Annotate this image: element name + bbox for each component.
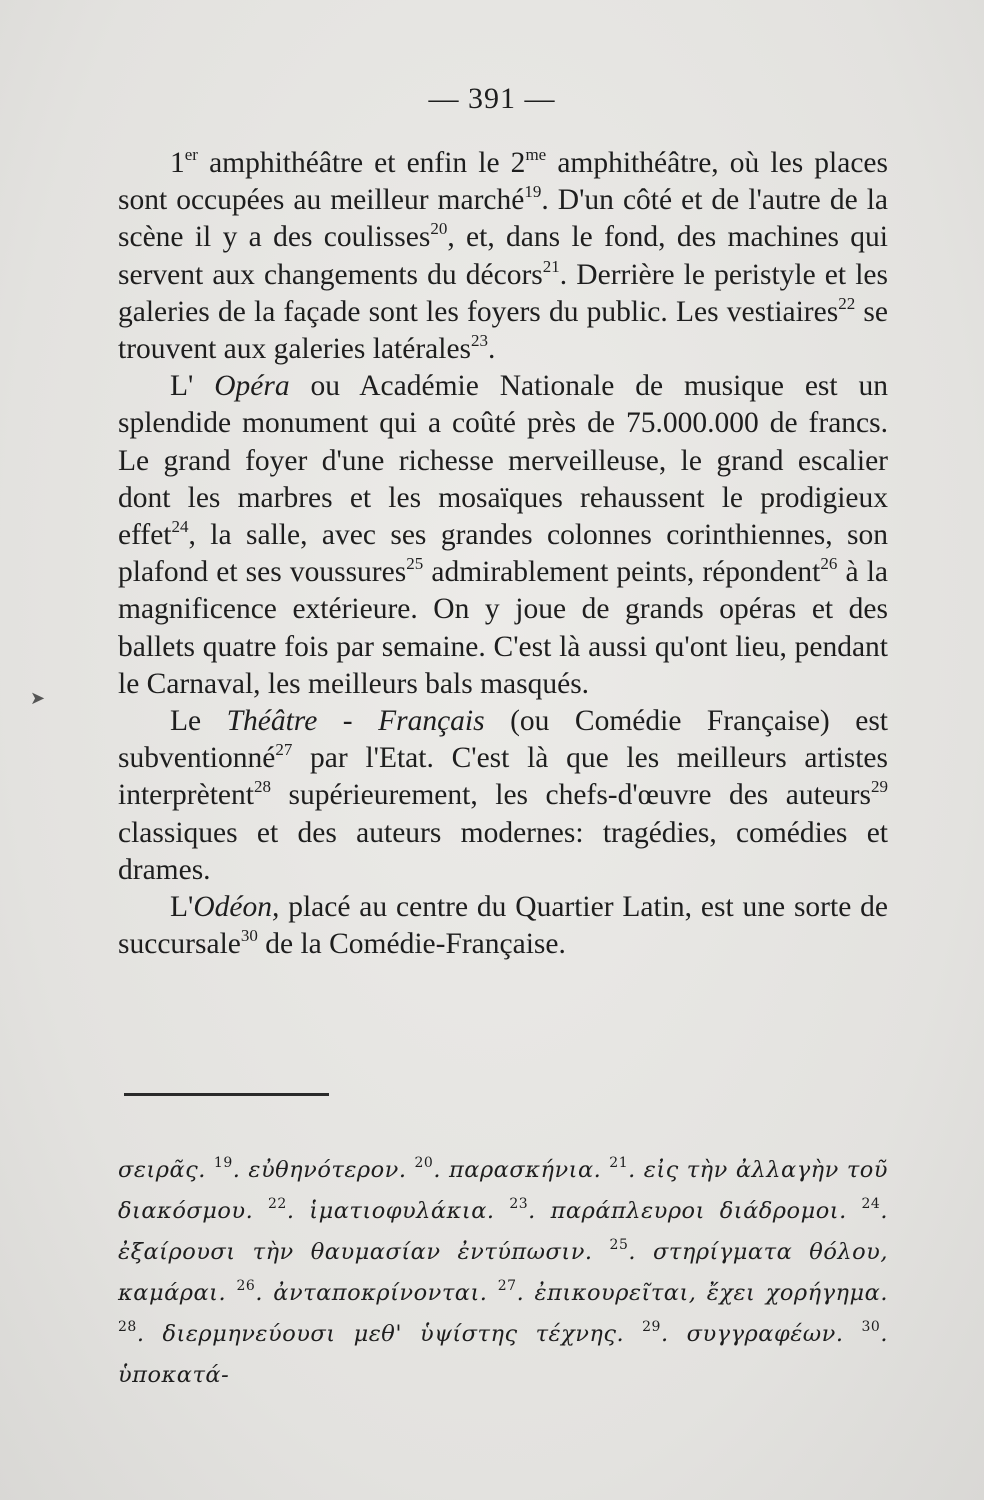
footnote-ref: 28 (118, 1319, 137, 1335)
text-run: ou Académie Nationale de musique est un splendide monument qui a coûté près de 75.000.000 de francs. Le grand foyer d'une richesse merveilleuse, le grand escalier dont les marbres et les mosaïques rehaussent le prodigieux effet (118, 370, 888, 552)
text-run: de la Comédie-Française. (257, 928, 566, 961)
text-run: . (488, 333, 496, 366)
footnote-ref: 26 (820, 554, 838, 574)
footnote-ref: 27 (275, 740, 293, 760)
footnote-ref: 30 (240, 926, 258, 946)
footnote-ref: 22 (838, 293, 856, 313)
text-run: . εἰς τὴν ἀλλαγὴν τοῦ διακόσμου. (118, 1157, 888, 1224)
text-run: placé au centre du Quartier Latin, est une sorte de succursale (118, 891, 888, 961)
footnote-ref: me (525, 145, 547, 164)
text-run: . D'un côté et de l'autre de la scène il y a des coulisses (118, 184, 888, 254)
footnote-ref: 29 (642, 1319, 661, 1335)
text-run: . στηρίγματα θόλου, καμάραι. (118, 1239, 888, 1306)
text-run: . ὑποκατά- (118, 1321, 888, 1388)
text-run: à la magnificence extérieure. On y joue de grands opéras et des ballets quatre fois par semaine. C'est là aussi qu'ont lieu, pendant le Carnaval, les meilleurs bals masqués. (118, 556, 888, 700)
text-run: Le (170, 705, 227, 738)
text-run: par l'Etat. C'est là que les meilleurs artistes interprètent (118, 742, 888, 812)
text-run: . ἱματιοφυλάκια. (286, 1198, 510, 1224)
footnote-ref: 19 (213, 1155, 233, 1171)
text-run: σειρᾶς. (118, 1157, 214, 1183)
text-run: L' (170, 891, 194, 924)
footnote-ref: 20 (414, 1155, 434, 1171)
text-run: . εὐθηνότερον. (232, 1157, 415, 1183)
text-run: . παρασκήνια. (433, 1157, 610, 1183)
paragraph-odeon (118, 889, 888, 963)
footnote-separator-rule (124, 1093, 329, 1096)
text-run: amphithéâtre, où les places sont occupées au meilleur marché (118, 147, 888, 217)
footnote-ref: 25 (406, 554, 424, 574)
footnote-ref: 22 (268, 1196, 287, 1212)
paragraph-theatre-francais (118, 703, 888, 889)
paragraph-amphitheatre (118, 145, 888, 368)
footnote-ref: 21 (542, 256, 560, 276)
footnotes-greek (118, 1150, 888, 1396)
text-run: . συγγραφέων. (660, 1321, 862, 1347)
footnote-ref: 25 (609, 1237, 629, 1253)
footnote-ref: 19 (524, 182, 542, 202)
text-run: . ἐπικουρεῖται, ἔχει χορήγημα. (516, 1280, 888, 1306)
text-run: . παράπλευροι διάδρομοι. (528, 1198, 862, 1224)
text-run: se trouvent aux galeries latérales (118, 295, 888, 366)
page-number: — 391 — (428, 82, 556, 115)
text-run: . ἀνταποκρίνονται. (255, 1280, 498, 1306)
text-run: , et, dans le fond, des machines qui servent aux changements du décors (118, 221, 888, 291)
footnote-ref: 27 (497, 1278, 517, 1294)
text-run: 1 (170, 147, 185, 179)
italic-title: Opéra (214, 370, 290, 403)
text-run: . ἐξαίρουσι τὴν θαυμασίαν ἐντύπωσιν. (118, 1198, 888, 1265)
footnote-ref: er (184, 145, 198, 164)
text-run: . διερμηνεύουσι μεθ' ὑψίστης τέχνης. (136, 1321, 643, 1347)
text-run: admirablement peints, répondent (423, 556, 821, 589)
footnote-ref: 23 (509, 1196, 529, 1212)
text-run: , la salle, avec ses grandes colonnes corinthiennes, son plafond et ses voussures (118, 519, 888, 589)
text-run: classiques et des auteurs modernes: tragédies, comédies et drames. (118, 816, 888, 886)
text-run: L' (170, 370, 215, 403)
footnote-ref: 21 (609, 1155, 629, 1171)
paragraph-opera (118, 368, 888, 703)
footnote-ref: 28 (253, 777, 271, 797)
footnote-ref: 30 (861, 1319, 881, 1335)
footnote-ref: 23 (471, 331, 489, 351)
italic-title: Théâtre - Français (226, 705, 485, 738)
footnote-ref: 20 (430, 219, 448, 239)
footnote-ref: 24 (171, 517, 189, 537)
text-run: supérieurement, les chefs-d'œuvre des auteurs (270, 779, 871, 812)
footnote-ref: 26 (236, 1278, 256, 1294)
body-text (118, 145, 888, 963)
text-run: . Derrière le peristyle et les galeries de la façade sont les foyers du public. Les vestiaires (118, 258, 888, 328)
italic-title: Odéon, (193, 891, 280, 924)
footnote-ref: 24 (861, 1196, 881, 1212)
text-run: (ou Comédie Française) est subventionné (118, 705, 888, 775)
margin-mark: ➤ (30, 688, 46, 708)
text-run: amphithéâtre et enfin le 2 (197, 147, 526, 179)
footnote-ref: 29 (871, 777, 888, 797)
